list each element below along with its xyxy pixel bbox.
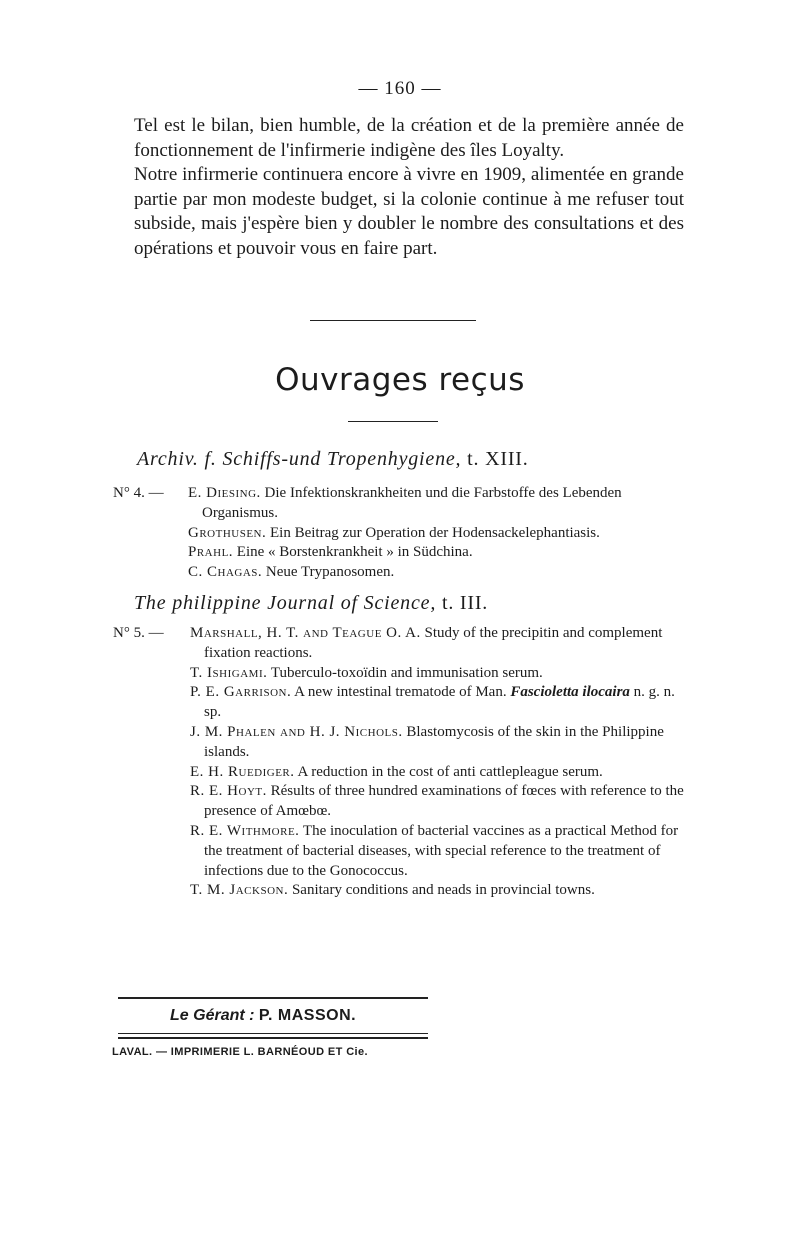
entry-list [188, 484, 688, 583]
list-item [188, 484, 688, 524]
entry-title: Eine « Borstenkrankheit » in Südchina. [233, 544, 473, 561]
entry-author: P. E. Garrison. [190, 684, 292, 701]
entry-title-tail: n. g. n. sp. [204, 684, 675, 721]
list-item [190, 822, 688, 881]
entry-author: E. Diesing. [188, 485, 261, 501]
entry-author: E. H. Ruediger. [190, 763, 295, 780]
entry-author: Grothusen. [188, 524, 267, 541]
entry-title: Study of the precipitin and complement fixation reactions. [204, 625, 663, 661]
issue-number: N° 4. — [113, 485, 164, 501]
entry-title: Ein Beitrag zur Operation der Hodensackelephantiasis. [266, 524, 600, 541]
list-item [190, 723, 688, 763]
entry-author: J. M. Phalen and H. J. Nichols. [190, 723, 403, 740]
entry-title: Sanitary conditions and neads in provincial towns. [288, 882, 595, 899]
entry-title: Neue Trypanosomen. [262, 564, 395, 581]
journal-heading-archiv [137, 448, 529, 471]
divider-rule-title [348, 421, 438, 422]
journal-volume: t. III. [441, 592, 489, 614]
entry-author: R. E. Hoyt. [190, 783, 267, 800]
list-item [188, 524, 688, 544]
divider-rule-top [310, 320, 476, 321]
gerant-label: Le Gérant : [170, 1007, 255, 1024]
footer-rule-top [118, 997, 428, 999]
journal-title: The philippine Journal of Science, [134, 592, 437, 614]
entry-title: The inoculation of bacterial vaccines as a practical Method for the treatment of bacterial diseases, with special reference to the treatment of infections due to the Gonococcus. [204, 822, 679, 879]
entry-title: Tuberculo-toxoïdin and immunisation serum. [267, 664, 543, 681]
intro-paragraph-1: Tel est le bilan, bien humble, de la création et de la première année de fonctionnement de l'infirmerie indigène des îles Loyalty. [134, 115, 684, 161]
section-title: Ouvrages reçus [275, 362, 525, 398]
entry-author: Marshall, H. T. and Teague O. A. [190, 625, 421, 641]
entry-title: A new intestinal trematode of Man. [291, 684, 511, 701]
list-item [190, 624, 688, 664]
entry-list [190, 624, 688, 901]
list-item [190, 683, 688, 723]
list-item [190, 782, 688, 822]
journal-title: Archiv. f. Schiffs-und Tropenhygiene, [137, 448, 462, 470]
intro-text [134, 114, 684, 261]
entry-title: Résults of three hundred examinations of fœces with reference to the presence of Amœbœ. [204, 783, 684, 820]
journal-heading-philippine [134, 592, 488, 615]
list-item [190, 664, 688, 684]
printer-imprint: LAVAL. — IMPRIMERIE L. BARNÉOUD ET Cie. [112, 1046, 368, 1058]
footer-rule-thick [118, 1037, 428, 1039]
entry-taxon: Fascioletta ilocaira [510, 684, 630, 701]
footer-rule-thin [118, 1033, 428, 1034]
intro-paragraph-2: Notre infirmerie continuera encore à vivre en 1909, alimentée en grande partie par mon modeste budget, si la colonie continue à me refuser tout subside, mais j'espère bien y doubler le nombre des consultations et des opérations et pouvoir vous en faire part. [134, 164, 684, 259]
gerant-line [170, 1007, 356, 1025]
issue-number: N° 5. — [113, 625, 164, 641]
journal-volume: t. XIII. [467, 448, 529, 470]
list-item [190, 763, 688, 783]
entry-title: Die Infektionskrankheiten und die Farbstoffe des Lebenden Organismus. [202, 485, 622, 521]
entry-author: C. Chagas. [188, 564, 263, 581]
gerant-name: P. MASSON. [258, 1007, 357, 1024]
entry-author: T. M. Jackson. [190, 882, 289, 899]
entry-title: Blastomycosis of the skin in the Philippine islands. [204, 723, 664, 760]
entry-title: A reduction in the cost of anti cattlepleague serum. [294, 763, 603, 780]
entry-author: R. E. Withmore. [190, 822, 300, 839]
entry-author: T. Ishigami. [190, 664, 268, 681]
list-item [188, 543, 688, 563]
page-number: — 160 — [358, 78, 442, 99]
list-item [188, 563, 688, 583]
entry-author: Prahl. [188, 544, 234, 561]
list-item [190, 881, 688, 901]
